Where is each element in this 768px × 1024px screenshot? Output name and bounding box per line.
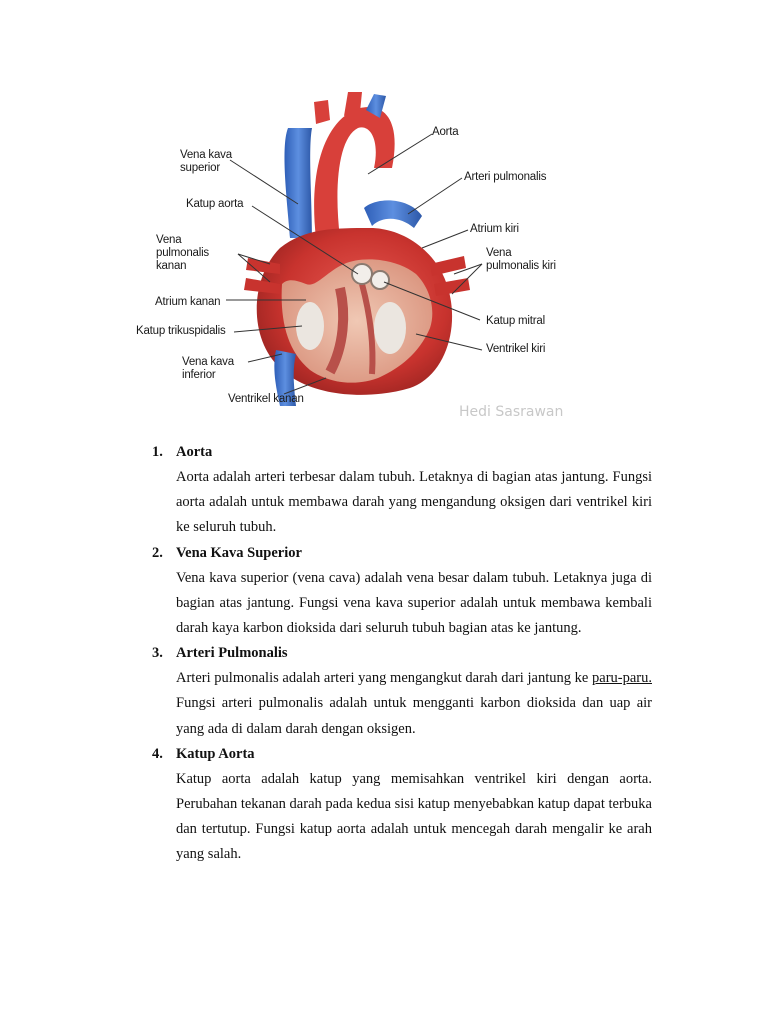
label-atrium-kiri: Atrium kiri (470, 223, 519, 235)
item-number: 2. (152, 544, 163, 561)
item-number: 3. (152, 645, 163, 662)
item-heading (152, 440, 652, 465)
item-text-start: Arteri pulmonalis adalah arteri yang mengangkut darah dari jantung ke (176, 670, 593, 687)
list-item-vena-kava-superior (152, 541, 652, 642)
item-heading (152, 541, 652, 566)
list-item-katup-aorta (152, 742, 652, 868)
label-vena-kava-superior: Vena kava superior (180, 149, 232, 174)
label-ventrikel-kiri: Ventrikel kiri (486, 343, 546, 355)
item-number: 1. (152, 444, 163, 460)
label-vena-pulmonalis-kiri: Vena pulmonalis kiri (486, 247, 556, 272)
watermark: Hedi Sasrawan (459, 404, 564, 420)
definition-list (152, 440, 652, 868)
label-vena-pulmonalis-kanan: Vena pulmonalis kanan (156, 234, 209, 272)
item-heading (152, 641, 652, 666)
item-heading (152, 742, 652, 767)
label-arteri-pulmonalis: Arteri pulmonalis (464, 171, 547, 183)
item-title: Vena Kava Superior (176, 544, 302, 561)
list-item-arteri-pulmonalis (152, 641, 652, 742)
item-title: Katup Aorta (176, 745, 255, 762)
label-atrium-kanan: Atrium kanan (155, 296, 221, 308)
item-text (176, 666, 652, 742)
item-text: Aorta adalah arteri terbesar dalam tubuh. Letaknya di bagian atas jantung. Fungsi aorta adalah untuk membawa darah yang mengandung oksigen dari ventrikel kiri ke seluruh tubuh. (176, 469, 652, 536)
label-katup-aorta: Katup aorta (186, 198, 244, 210)
label-aorta: Aorta (432, 126, 459, 138)
item-text: Vena kava superior (vena cava) adalah vena besar dalam tubuh. Letaknya juga di bagian atas jantung. Fungsi vena kava superior adalah untuk membawa kembali darah kaya karbon dioksida dari seluruh tubuh bagian atas ke jantung. (176, 569, 652, 637)
label-katup-mitral: Katup mitral (486, 315, 545, 327)
label-ventrikel-kanan: Ventrikel kanan (228, 393, 304, 405)
label-katup-trikuspidalis: Katup trikuspidalis (136, 325, 226, 337)
item-title: Arteri Pulmonalis (176, 645, 288, 662)
item-text-end: Fungsi arteri pulmonalis adalah untuk mengganti karbon dioksida dan uap air yang ada di dalam darah dengan oksigen. (176, 695, 652, 737)
list-item-aorta (152, 440, 652, 541)
item-text: Katup aorta adalah katup yang memisahkan ventrikel kiri dengan aorta. Perubahan tekanan darah pada kedua sisi katup menyebabkan katup dapat terbuka dan tertutup. Fungsi katup aorta adalah untuk mencegah darah mengalir ke arah yang salah. (176, 770, 652, 863)
heart-diagram (130, 88, 590, 424)
label-vena-kava-inferior: Vena kava inferior (182, 356, 234, 381)
item-number: 4. (152, 745, 163, 762)
item-title: Aorta (176, 444, 213, 460)
paru-paru-link[interactable]: paru-paru. (592, 670, 652, 687)
